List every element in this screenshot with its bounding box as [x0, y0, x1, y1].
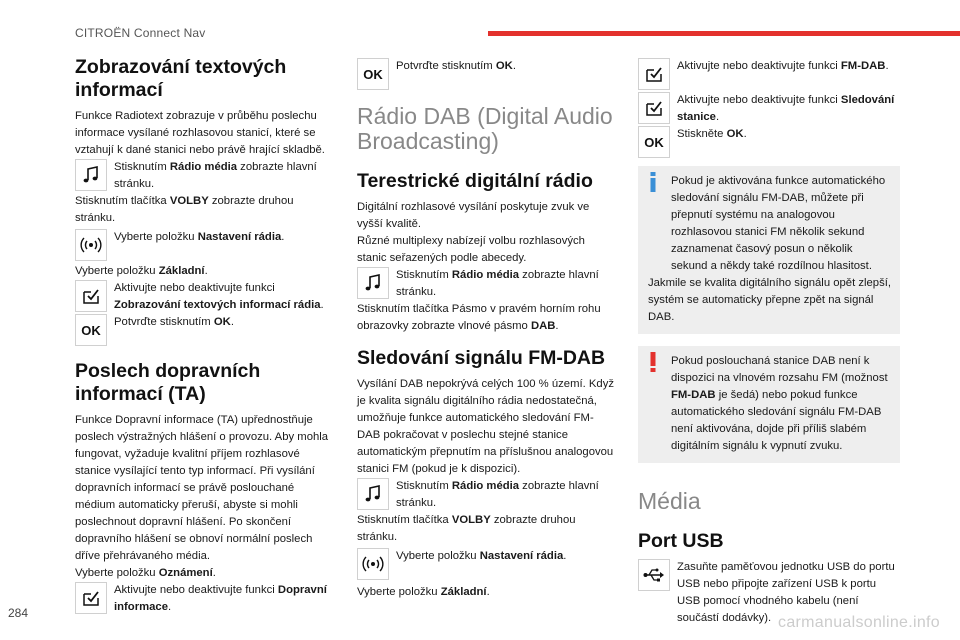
info-box — [638, 166, 900, 334]
step-radio-settings — [357, 548, 615, 582]
step-text: zobrazte hlavní stránku. — [396, 269, 599, 298]
step-text: Vyberte položku — [114, 231, 198, 243]
line-text: Vyberte položku — [75, 265, 159, 277]
paragraph-terrestrial-1: Digitální rozhlasové vysílání poskytuje zvuk ve vyšší kvalitě. — [357, 201, 590, 230]
step-text: Aktivujte nebo deaktivujte funkci — [677, 60, 841, 72]
warning-bold: FM-DAB — [671, 389, 716, 401]
heading-usb: Port USB — [638, 530, 724, 552]
column-3 — [638, 58, 900, 627]
line-text: Stisknutím tlačítka — [357, 514, 452, 526]
step-bold: Sledování stanice — [677, 94, 895, 123]
music-note-icon — [357, 267, 389, 299]
line-text: Stisknutím tlačítka Pásmo v pravém horním rohu obrazovky zobrazte vlnové pásmo — [357, 303, 601, 332]
line-text: . — [555, 320, 559, 332]
line-text: Vyberte položku — [75, 567, 159, 579]
step-text: . — [320, 299, 324, 311]
step-text: . — [281, 231, 285, 243]
step-text: Stisknutím — [396, 480, 452, 492]
ok-icon — [75, 314, 107, 346]
step-text: . — [715, 111, 720, 123]
checkbox-icon — [75, 582, 107, 614]
line-text: . — [204, 265, 208, 277]
line-text: zobrazte druhou stránku. — [357, 514, 576, 543]
step-text: Stisknutím — [114, 161, 170, 173]
info-text-1: Pokud je aktivována funkce automatického sledování signálu FM-DAB, můžete při přepnutí systému na analogovou rozhlasovou stanici FM několik sekund zaznamenat časový posun o několik sekund a někdy také rozdílnou hlasitost. — [671, 175, 886, 272]
checkbox-icon — [638, 92, 670, 124]
info-icon — [648, 171, 658, 198]
line-basic — [75, 263, 333, 280]
step-text: zobrazte hlavní stránku. — [114, 161, 317, 190]
ok-glyph: OK — [81, 322, 101, 338]
step-bold: Nastavení rádia — [197, 231, 282, 243]
line-announcements — [75, 565, 333, 582]
warning-text-part: je šedá) nebo pokud funkce automatického sledování signálu FM-DAB není aktivována, dojde při příliš slabém digitálním signálu k vypnutí zvuku. — [671, 389, 882, 452]
step-text: Stiskněte — [677, 128, 727, 140]
line-bold: VOLBY — [169, 195, 209, 207]
step-text: Stisknutím — [396, 269, 452, 281]
line-bold: DAB — [530, 320, 556, 332]
line-basic — [357, 584, 615, 601]
heading-fm-dab: Sledování signálu FM-DAB — [357, 347, 606, 369]
step-bold: OK — [213, 316, 231, 328]
radio-settings-icon — [75, 229, 107, 261]
step-text: zobrazte hlavní stránku. — [396, 480, 599, 509]
line-bold: Oznámení — [158, 567, 213, 579]
radio-settings-icon — [357, 548, 389, 580]
ok-icon — [638, 126, 670, 158]
step-text: . — [563, 550, 567, 562]
step-radio-media — [357, 478, 615, 512]
heading-dab: Rádio DAB (Digital Audio Broadcasting) — [357, 103, 613, 154]
line-text: Vyberte položku — [357, 586, 441, 598]
checkbox-icon — [75, 280, 107, 312]
step-bold: Rádio média — [451, 269, 520, 281]
step-bold: Dopravní informace — [114, 584, 327, 613]
line-options — [75, 193, 333, 227]
step-text: Potvrďte stisknutím — [114, 316, 214, 328]
heading-terrestrial: Terestrické digitální rádio — [357, 170, 593, 192]
step-bold: FM-DAB — [840, 60, 886, 72]
page-number: 284 — [8, 606, 29, 620]
line-bold: VOLBY — [451, 514, 491, 526]
running-header: CITROËN Connect Nav — [75, 26, 206, 40]
paragraph-terrestrial-2: Různé multiplexy nabízejí volbu rozhlasových stanic seřazených podle abecedy. — [357, 235, 585, 264]
line-text: zobrazte druhou stránku. — [75, 195, 294, 224]
line-options — [357, 512, 615, 546]
step-bold: Nastavení rádia — [479, 550, 564, 562]
step-toggle-traffic — [75, 582, 333, 616]
ok-icon — [357, 58, 389, 90]
line-bold: Základní — [158, 265, 205, 277]
heading-radiotext: Zobrazování textových informací — [75, 56, 287, 101]
step-bold: Rádio média — [169, 161, 238, 173]
warning-text — [648, 353, 892, 455]
column-2 — [357, 58, 615, 601]
step-text: Potvrďte stisknutím — [396, 60, 496, 72]
step-press-ok — [638, 126, 900, 160]
warning-icon — [648, 351, 658, 378]
line-band — [357, 301, 615, 335]
warning-text-part: Pokud poslouchaná stanice DAB není k dispozici na vlnovém rozsahu FM (možnost — [671, 355, 888, 384]
step-toggle-station-follow — [638, 92, 900, 126]
step-bold: Rádio média — [451, 480, 520, 492]
step-radio-settings — [75, 229, 333, 263]
step-text: Aktivujte nebo deaktivujte funkci — [114, 282, 275, 294]
heading-traffic: Poslech dopravních informací (TA) — [75, 360, 261, 405]
step-toggle-radiotext — [75, 280, 333, 314]
paragraph-fm-dab: Vysílání DAB nepokrývá celých 100 % území. Když je kvalita signálu digitálního rádia nedostatečná, umožňuje funkce automatického sledování FM-DAB pokračovat v poslechu stejné stanice automatickým přepnutím na příslušnou analogovou stanici FM (pokud je k dispozici). — [357, 378, 615, 475]
step-text: . — [168, 601, 172, 613]
step-toggle-fm-dab — [638, 58, 900, 92]
step-text: . — [885, 60, 889, 72]
step-text: Zasuňte paměťovou jednotku USB do portu USB nebo připojte zařízení USB k portu USB pomocí vhodného kabelu (není součástí dodávky). — [677, 561, 895, 624]
step-bold: OK — [495, 60, 513, 72]
heading-media: Média — [638, 488, 701, 514]
info-text-2: Jakmile se kvalita digitálního signálu opět zlepší, systém se automaticky přepne zpět na signál DAB. — [648, 277, 892, 323]
step-confirm-ok — [75, 314, 333, 348]
step-text: Aktivujte nebo deaktivujte funkci — [677, 94, 841, 106]
step-text: . — [743, 128, 747, 140]
step-text: . — [230, 316, 234, 328]
step-text: Vyberte položku — [396, 550, 480, 562]
step-text: . — [512, 60, 516, 72]
step-radio-media — [75, 159, 333, 193]
step-text: Aktivujte nebo deaktivujte funkci — [114, 584, 278, 596]
warning-box — [638, 346, 900, 463]
column-1 — [75, 48, 333, 616]
usb-icon — [638, 559, 670, 591]
paragraph-radiotext: Funkce Radiotext zobrazuje v průběhu poslechu informace vysílané rozhlasovou stanicí, které se vztahují k dané stanici nebo právě hrající skladbě. — [75, 110, 325, 156]
step-bold: OK — [726, 128, 744, 140]
checkbox-icon — [638, 58, 670, 90]
music-note-icon — [357, 478, 389, 510]
line-text: . — [486, 586, 490, 598]
music-note-icon — [75, 159, 107, 191]
ok-glyph: OK — [644, 134, 664, 150]
paragraph-traffic: Funkce Dopravní informace (TA) upřednostňuje poslech výstražných hlášení o provozu. Aby mohla fungovat, vyžaduje kvalitní příjem rozhlasové stanice vysílající tento typ informací. Při vysílání dopravních informací se právě poslouchané médium automaticky přeruší, abyste si mohli poslechnout dopravní hlášení. Po skončení dopravního hlášení se obnoví normální poslech dříve přehrávaného média. — [75, 414, 329, 562]
line-text: Stisknutím tlačítka — [75, 195, 170, 207]
step-bold: Zobrazování textových informací rádia — [114, 299, 321, 311]
watermark: carmanualsonline.info — [778, 614, 940, 631]
line-bold: Základní — [440, 586, 487, 598]
step-radio-media — [357, 267, 615, 301]
step-confirm-ok — [357, 58, 615, 92]
ok-glyph: OK — [363, 66, 383, 82]
header-accent-bar — [488, 31, 960, 36]
line-text: . — [212, 567, 216, 579]
